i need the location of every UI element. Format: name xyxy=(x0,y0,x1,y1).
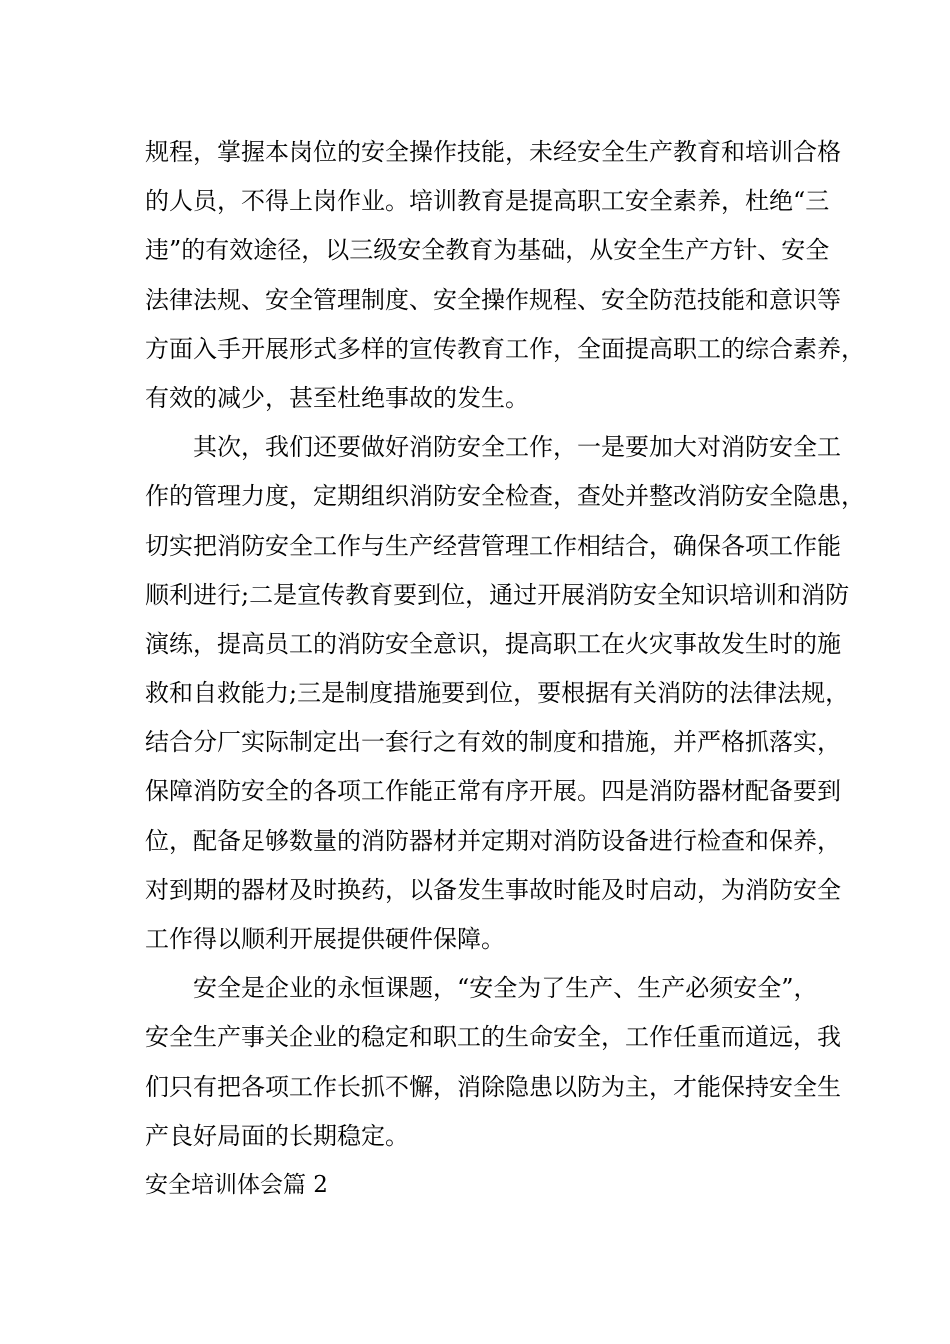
text-line: 有效的减少，甚至杜绝事故的发生。 xyxy=(145,383,529,412)
text-line: 顺利进行;二是宣传教育要到位，通过开展消防安全知识培训和消防 xyxy=(145,580,850,609)
text-line: 安全生产事关企业的稳定和职工的生命安全，工作任重而道远，我 xyxy=(145,1023,841,1052)
paragraph-training-education xyxy=(145,128,865,423)
text-line: 工作得以顺利开展提供硬件保障。 xyxy=(145,925,505,953)
section-heading: 安全培训体会篇 2 xyxy=(145,1171,328,1198)
text-line: 作的管理力度，定期组织消防安全检查，查处并整改消防安全隐患， xyxy=(145,482,865,511)
text-line: 方面入手开展形式多样的宣传教育工作，全面提高职工的综合素养， xyxy=(145,334,865,363)
text-line: 救和自救能力;三是制度措施要到位，要根据有关消防的法律法规， xyxy=(145,679,850,708)
text-line: 保障消防安全的各项工作能正常有序开展。四是消防器材配备要到 xyxy=(145,777,841,806)
text-line: 其次，我们还要做好消防安全工作，一是要加大对消防安全工 xyxy=(193,433,841,462)
text-line: 法律法规、安全管理制度、安全操作规程、安全防范技能和意识等 xyxy=(145,285,841,314)
text-line: 规程，掌握本岗位的安全操作技能，未经安全生产教育和培训合格 xyxy=(145,138,841,166)
text-line: 对到期的器材及时换药，以备发生事故时能及时启动，为消防安全 xyxy=(145,875,841,904)
text-line: 结合分厂实际制定出一套行之有效的制度和措施，并严格抓落实， xyxy=(145,728,841,757)
text-line: 产良好局面的长期稳定。 xyxy=(145,1121,409,1150)
text-line: 的人员，不得上岗作业。培训教育是提高职工安全素养，杜绝“三 xyxy=(145,187,830,216)
paragraph-fire-safety xyxy=(145,423,865,964)
document-body xyxy=(145,128,865,1210)
paragraph-conclusion xyxy=(145,964,841,1161)
text-line: 安全是企业的永恒课题，“安全为了生产、生产必须安全”， xyxy=(193,974,818,1003)
text-line: 违”的有效途径，以三级安全教育为基础，从安全生产方针、安全 xyxy=(145,236,830,265)
text-line: 们只有把各项工作长抓不懈，消除隐患以防为主，才能保持安全生 xyxy=(145,1072,841,1101)
text-line: 位，配备足够数量的消防器材并定期对消防设备进行检查和保养， xyxy=(145,826,841,855)
text-line: 演练，提高员工的消防安全意识，提高职工在火灾事故发生时的施 xyxy=(145,629,841,658)
text-line: 切实把消防安全工作与生产经营管理工作相结合，确保各项工作能 xyxy=(145,531,841,560)
